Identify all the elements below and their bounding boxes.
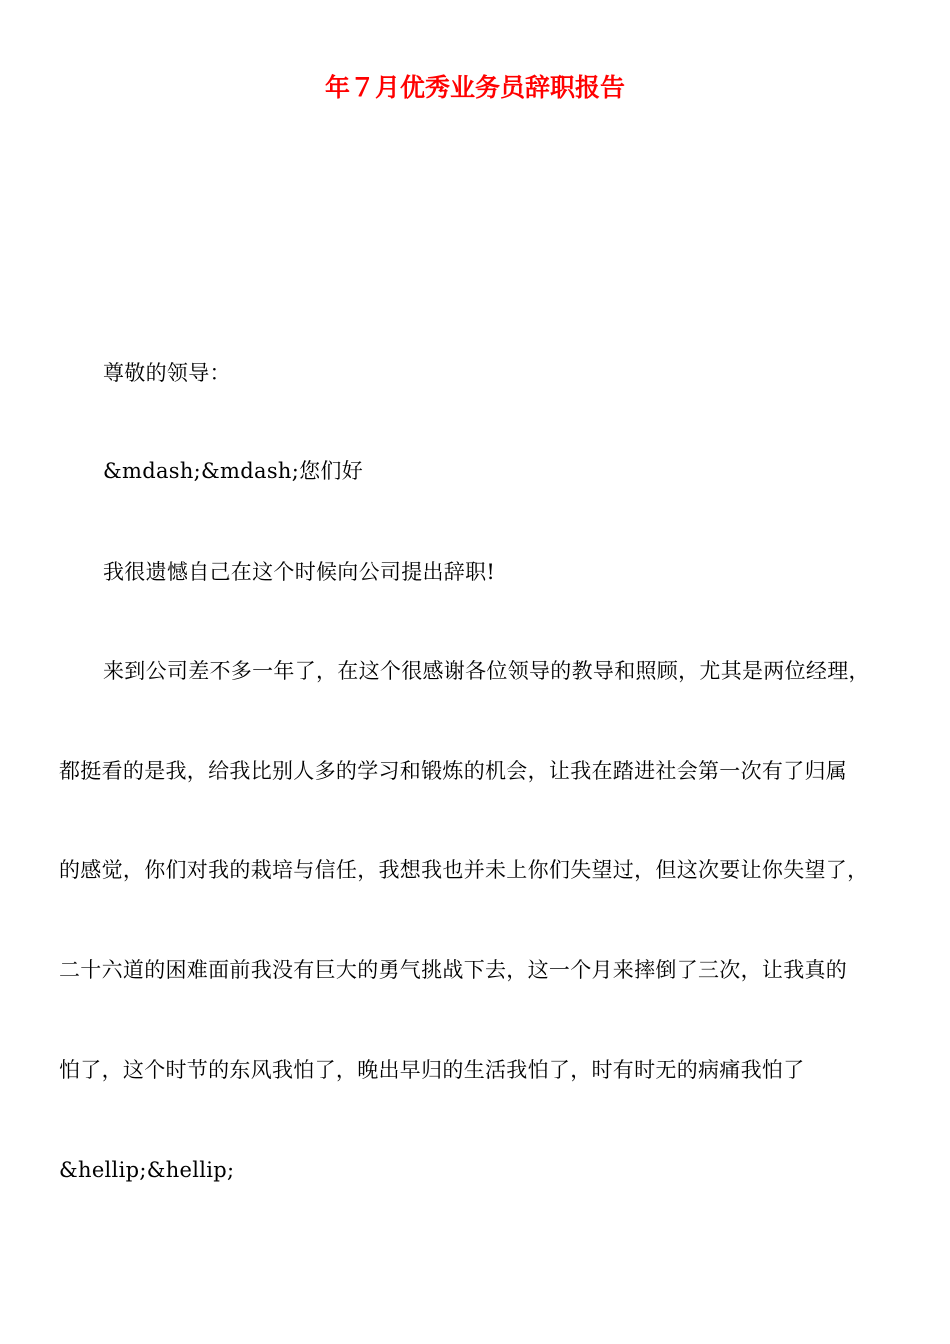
opening-paragraph: 我很遗憾自己在这个时候向公司提出辞职! xyxy=(103,560,496,584)
greeting: &mdash;&mdash;您们好 xyxy=(103,459,363,483)
body-line: 来到公司差不多一年了，在这个很感谢各位领导的教导和照顾，尤其是两位经理， xyxy=(103,659,870,683)
body-line: 二十六道的困难面前我没有巨大的勇气挑战下去，这一个月来摔倒了三次，让我真的 xyxy=(59,958,848,982)
body-line: &hellip;&hellip; xyxy=(59,1158,235,1182)
body-line: 的感觉，你们对我的栽培与信任，我想我也并未上你们失望过，但这次要让你失望了， xyxy=(59,858,869,882)
salutation: 尊敬的领导： xyxy=(103,361,231,385)
document-title: 年７月优秀业务员辞职报告 xyxy=(324,73,625,102)
body-line: 都挺看的是我，给我比别人多的学习和锻炼的机会，让我在踏进社会第一次有了归属 xyxy=(59,759,848,783)
body-line: 怕了，这个时节的东风我怕了，晚出早归的生活我怕了，时有时无的病痛我怕了 xyxy=(59,1058,805,1082)
